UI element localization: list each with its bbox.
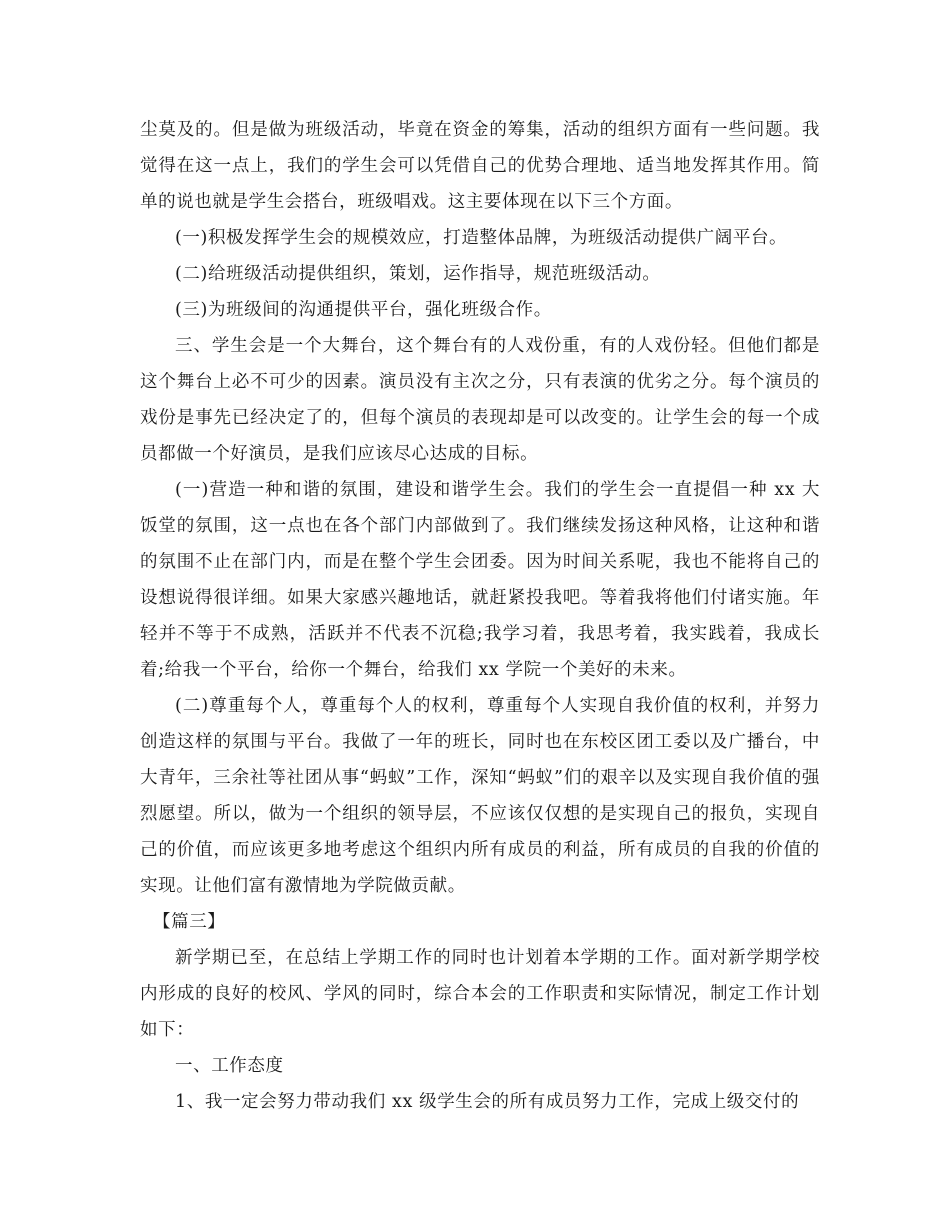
paragraph-point-3: (三)为班级间的沟通提供平台，强化班级合作。 — [175, 300, 552, 320]
paragraph-point-1: (一)积极发挥学生会的规模效应，打造整体品牌，为班级活动提供广阔平台。 — [175, 228, 788, 248]
paragraph-harmony: (一)营造一种和谐的氛围，建设和谐学生会。我们的学生会一直提倡一种 xx 大饭堂的氛围，这一点也在各个部门内部做到了。我们继续发扬这种风格，让这种和谐的氛围不止在部门内，而是在整个学生会团委。因为时间关系呢，我也不能将自己的设想说得很详细。如果大家感兴趣地话，就赶紧投我吧。等着我将他们付诸实施。年轻并不等于不成熟，活跃并不代表不沉稳;我学习着，我思考着，我实践着，我成长着;给我一个平台，给你一个舞台，给我们 xx 学院一个美好的未来。 — [140, 480, 820, 680]
section-heading-part-three: 【篇三】 — [153, 912, 226, 932]
paragraph-respect: (二)尊重每个人，尊重每个人的权利，尊重每个人实现自我价值的权利，并努力创造这样的氛围与平台。我做了一年的班长，同时也在东校区团工委以及广播台，中大青年，三余社等社团从事“蚂蚁”工作，深知“蚂蚁”们的艰辛以及实现自我价值的强烈愿望。所以，做为一个组织的领导层，不应该仅仅想的是实现自己的报负，实现自己的价值，而应该更多地考虑这个组织内所有成员的利益，所有成员的自我的价值的实现。让他们富有激情地为学院做贡献。 — [140, 696, 820, 896]
paragraph-point-2: (二)给班级活动提供组织，策划，运作指导，规范班级活动。 — [175, 264, 661, 284]
document-body — [140, 112, 820, 1120]
paragraph-intro-continuation: 尘莫及的。但是做为班级活动，毕竟在资金的筹集，活动的组织方面有一些问题。我觉得在这一点上，我们的学生会可以凭借自己的优势合理地、适当地发挥其作用。简单的说也就是学生会搭台，班级唱戏。这主要体现在以下三个方面。 — [140, 120, 820, 212]
paragraph-item-1: 1、我一定会努力带动我们 xx 级学生会的所有成员努力工作，完成上级交付的 — [175, 1092, 800, 1112]
paragraph-new-semester: 新学期已至，在总结上学期工作的同时也计划着本学期的工作。面对新学期学校内形成的良好的校风、学风的同时，综合本会的工作职责和实际情况，制定工作计划如下： — [140, 948, 820, 1040]
paragraph-section-three: 三、学生会是一个大舞台，这个舞台有的人戏份重，有的人戏份轻。但他们都是这个舞台上必不可少的因素。演员没有主次之分，只有表演的优劣之分。每个演员的戏份是事先已经决定了的，但每个演员的表现却是可以改变的。让学生会的每一个成员都做一个好演员，是我们应该尽心达成的目标。 — [140, 336, 820, 464]
paragraph-work-attitude-heading: 一、工作态度 — [175, 1056, 284, 1076]
